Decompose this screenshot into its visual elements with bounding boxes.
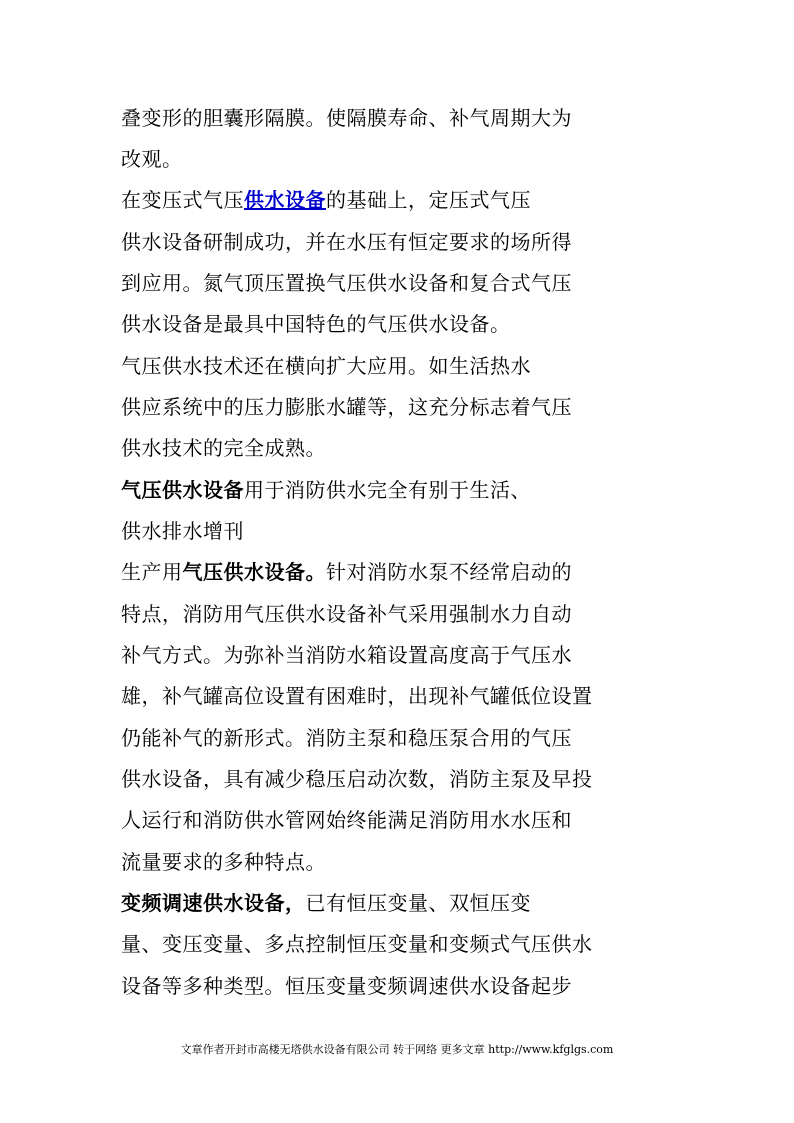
text-run: 叠变形的胆囊形隔膜。使隔膜寿命、补气周期大为 (121, 106, 572, 130)
text-run: 改观。 (121, 147, 183, 171)
text-run: 雄，补气罐高位设置有困难时，出现补气罐低位设置 (121, 684, 593, 708)
paragraph-line (121, 106, 572, 130)
text-run: 供水设备是最具中国特色的气压供水设备。 (121, 312, 511, 336)
bold-term: 气压供水设备 (121, 478, 244, 502)
text-run: 量、变压变量、多点控制恒压变量和变频式气压供水 (121, 932, 593, 956)
text-run: 用于消防供水完全有别于生活、 (244, 478, 531, 502)
text-run: 供应系统中的压力膨胀水罐等，这充分标志着气压 (121, 395, 572, 419)
paragraph-line (121, 230, 572, 254)
paragraph-line (121, 478, 531, 502)
text-run: 特点，消防用气压供水设备补气采用强制水力自动 (121, 602, 572, 626)
paragraph-line (121, 312, 511, 336)
paragraph-line (121, 808, 572, 832)
bold-term: 变频调速供水设备， (121, 891, 306, 915)
paragraph-line (121, 602, 572, 626)
text-run: 供水技术的完全成熟。 (121, 436, 326, 460)
paragraph-line (121, 147, 183, 171)
text-run: 供水排水增刊 (121, 519, 244, 543)
paragraph-line (121, 188, 531, 212)
text-run: 供水设备研制成功，并在水压有恒定要求的场所得 (121, 230, 572, 254)
text-run: 设备等多种类型。恒压变量变频调速供水设备起步 (121, 974, 572, 998)
footer-url[interactable]: http://www.kfglgs.com (488, 1043, 614, 1056)
bold-term: 气压供水设备。 (182, 560, 326, 584)
paragraph-line (121, 932, 593, 956)
paragraph-line (121, 684, 593, 708)
text-run: 生产用 (121, 560, 183, 584)
text-run: 流量要求的多种特点。 (121, 850, 326, 874)
text-run: 已有恒压变量、双恒压变 (305, 891, 531, 915)
paragraph-line (121, 643, 572, 667)
paragraph-line (121, 560, 572, 584)
paragraph-line (121, 395, 572, 419)
paragraph-line (121, 271, 572, 295)
text-run: 供水设备，具有减少稳压启动次数，消防主泵及早投 (121, 767, 593, 791)
text-run: 在变压式气压 (121, 188, 244, 212)
paragraph-line (121, 519, 244, 543)
text-run: 气压供水技术还在横向扩大应用。如生活热水 (121, 354, 531, 378)
text-run: 补气方式。为弥补当消防水箱设置高度高于气压水 (121, 643, 572, 667)
paragraph-line (121, 436, 326, 460)
paragraph-line (121, 726, 572, 750)
paragraph-line (121, 850, 326, 874)
equipment-link[interactable]: 供水设备 (244, 188, 326, 212)
text-run: 的基础上，定压式气压 (326, 188, 531, 212)
text-run: 仍能补气的新形式。消防主泵和稳压泵合用的气压 (121, 726, 572, 750)
text-run: 人运行和消防供水管网始终能满足消防用水水压和 (121, 808, 572, 832)
paragraph-line (121, 767, 593, 791)
text-run: 针对消防水泵不经常启动的 (326, 560, 572, 584)
page-footer (0, 1041, 794, 1057)
paragraph-line (121, 891, 531, 915)
footer-text: 文章作者开封市高楼无塔供水设备有限公司 转于网络 更多文章 (180, 1043, 485, 1056)
paragraph-line (121, 354, 531, 378)
paragraph-line (121, 974, 572, 998)
text-run: 到应用。氮气顶压置换气压供水设备和复合式气压 (121, 271, 572, 295)
